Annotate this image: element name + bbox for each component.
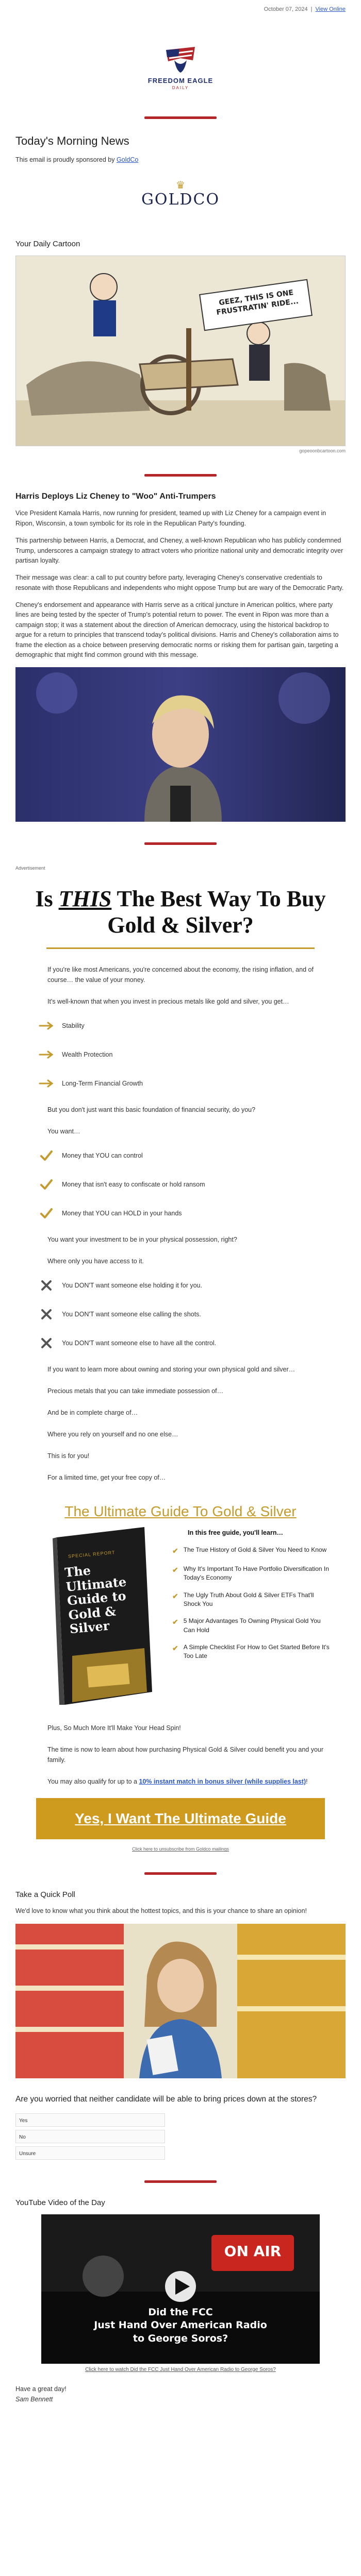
learn-item-text: The True History of Gold & Silver You Need to Know	[183, 1546, 327, 1554]
unsubscribe-link[interactable]: Click here to unsubscribe from Goldco mailings	[132, 1846, 229, 1852]
top-bar	[0, 0, 361, 19]
issue-date: October 07, 2024	[264, 6, 308, 12]
dont-label: You DON'T want someone else holding it for you.	[62, 1282, 202, 1290]
want-label: Money that YOU can HOLD in your hands	[62, 1210, 182, 1217]
article-headline: Harris Deploys Liz Cheney to "Woo" Anti-Trumpers	[15, 492, 216, 501]
x-mark-icon	[41, 1337, 52, 1349]
dont-label: You DON'T want someone else to have all the control.	[62, 1340, 217, 1347]
learn-item-text: The Ugly Truth About Gold & Silver ETFs That'll Shock You	[183, 1591, 314, 1607]
checkmark-icon	[40, 1208, 53, 1219]
top-bar-separator: |	[310, 6, 313, 12]
brand-name: FREEDOM EAGLE	[147, 77, 214, 84]
ad-paragraph: And be in complete charge of…	[47, 1409, 138, 1417]
eagle-flag-icon	[164, 45, 197, 74]
benefit-label: Stability	[62, 1022, 85, 1030]
brand-tagline: DAILY	[172, 86, 189, 90]
goldco-wordmark: GOLDCO	[141, 191, 220, 209]
benefit-item	[31, 1076, 330, 1091]
want-item	[31, 1148, 330, 1163]
qualify-line	[47, 1776, 330, 1787]
x-mark-icon	[41, 1309, 52, 1320]
guide-book-cover[interactable]	[41, 1527, 160, 1707]
article-paragraph: This partnership between Harris, a Democrat, and Cheney, a well-known Republican who has publicly condemned Trump, underscores a campaign strategy to attract voters who prioritize national unity and democratic integrity over partisan loyalty.	[15, 537, 343, 564]
want-item	[31, 1177, 330, 1192]
poll-option-yes[interactable]: Yes	[15, 2113, 165, 2127]
ad-paragraph: If you want to learn more about owning and storing your own physical gold and silver…	[47, 1366, 296, 1374]
video-caption	[15, 2367, 346, 2372]
dont-item	[31, 1278, 330, 1293]
sponsor-link[interactable]: GoldCo	[116, 156, 139, 163]
dont-item	[31, 1307, 330, 1322]
section-divider	[144, 474, 217, 477]
learn-item-text: Why It's Important To Have Portfolio Diversification In Today's Economy	[183, 1565, 329, 1582]
book-offer	[41, 1527, 330, 1707]
guide-title-link[interactable]: The Ultimate Guide To Gold & Silver	[64, 1503, 297, 1520]
poll-image[interactable]	[15, 1924, 346, 2078]
video-thumbnail[interactable]	[41, 2214, 320, 2364]
speaker-photo	[15, 667, 346, 822]
want-item	[31, 1206, 330, 1221]
arrow-right-icon	[39, 1050, 54, 1059]
ad-headline-pre: Is	[35, 886, 59, 912]
video-title: YouTube Video of the Day	[15, 2198, 105, 2207]
learn-item	[172, 1565, 330, 1583]
learn-list	[172, 1527, 330, 1707]
learn-item	[172, 1617, 330, 1635]
learn-item	[172, 1591, 330, 1609]
section-divider	[144, 2180, 217, 2183]
learn-item	[172, 1643, 330, 1661]
cta-prefix: Yes, I Want	[75, 1810, 155, 1827]
signoff	[15, 2384, 346, 2404]
gold-advertisement	[31, 886, 330, 1852]
ad-paragraph: Where you rely on yourself and no one else…	[47, 1431, 178, 1438]
poll-question: Are you worried that neither candidate will be able to bring prices down at the stores?	[15, 2094, 317, 2104]
checkmark-icon: ✔	[172, 1644, 178, 1653]
ad-paragraph: Where only you have access to it.	[47, 1258, 144, 1265]
freedom-eagle-logo[interactable]	[0, 19, 361, 116]
ad-paragraph: You want…	[47, 1128, 80, 1136]
article-paragraph: Cheney's endorsement and appearance with Harris serve as a critical juncture in American politics, where party lines are being tested by the specter of Trump's potential return to power. The event in Ripon was more than a campaign stop; it was a statement about the direction of American democracy, using the historical backdrop to argue for a return to principles that transcend today's political divisions. Harris and Cheney's collaboration aims to frame the election as a choice between preserving democratic norms or risking them for partisan gain, targeting a demographic that might find common ground with this message.	[15, 601, 339, 658]
poll-intro: We'd love to know what you think about the hottest topics, and this is your chance to share an opinion!	[15, 1907, 307, 1915]
ad-paragraph: Precious metals that you can take immediate possession of…	[47, 1387, 224, 1395]
cartoon-illustration	[16, 256, 346, 446]
signoff-name-text: Sam Bennett	[15, 2395, 53, 2403]
video-overlay	[41, 2306, 320, 2346]
benefit-item	[31, 1047, 330, 1062]
goldco-unsubscribe[interactable]	[31, 1846, 330, 1852]
article-paragraph: Vice President Kamala Harris, now running for president, teamed up with Liz Cheney for a campaign event in Ripon, Wisconsin, a town symbolic for its role in the Republican Party's founding.	[15, 510, 326, 527]
ad-headline	[31, 886, 330, 938]
learn-item-text: 5 Major Advantages To Owning Physical Gold You Can Hold	[183, 1617, 321, 1634]
want-label: Money that isn't easy to confiscate or hold ransom	[62, 1181, 205, 1189]
checkmark-icon: ✔	[172, 1591, 178, 1600]
crown-icon: ♛	[176, 180, 185, 192]
video-overlay-line: Just Hand Over American Radio	[94, 2319, 267, 2331]
video-overlay-line: to George Soros?	[133, 2332, 228, 2344]
poll-option-no[interactable]: No	[15, 2130, 165, 2143]
qualify-suffix: !	[306, 1778, 308, 1786]
shopper-photo	[15, 1924, 346, 2078]
learn-item-text: A Simple Checklist For How to Get Started Before It's Too Late	[183, 1643, 330, 1660]
arrow-right-icon	[39, 1021, 54, 1030]
ad-headline-em: THIS	[58, 886, 112, 912]
sponsor-prefix: This email is proudly sponsored by	[15, 156, 117, 163]
dont-label: You DON'T want someone else calling the shots.	[62, 1311, 201, 1318]
checkmark-icon: ✔	[172, 1565, 178, 1574]
ad-headline-post: The Best Way To Buy Gold & Silver?	[107, 886, 326, 938]
signoff-greeting: Have a great day!	[15, 2385, 67, 2393]
ad-paragraph: Plus, So Much More It'll Make Your Head Spin!	[47, 1724, 181, 1732]
cartoon-title: Your Daily Cartoon	[15, 240, 80, 249]
book-title: The Ultimate Guide to Gold & Silver	[64, 1563, 127, 1637]
poll-option-unsure[interactable]: Unsure	[15, 2146, 165, 2160]
bonus-silver-link[interactable]: 10% instant match in bonus silver (while supplies last)	[139, 1778, 306, 1786]
cartoon-sign-text: GEEZ, THIS IS ONE FRUSTRATIN' RIDE...	[216, 289, 299, 317]
x-mark-icon	[41, 1280, 52, 1291]
view-online-link[interactable]: View Online	[315, 6, 346, 12]
section-divider	[144, 116, 217, 119]
arrow-right-icon	[39, 1079, 54, 1088]
ad-paragraph: This is for you!	[47, 1452, 90, 1460]
ad-paragraph: For a limited time, get your free copy of…	[47, 1474, 166, 1482]
benefit-label: Long-Term Financial Growth	[62, 1080, 143, 1088]
benefit-item	[31, 1018, 330, 1033]
daily-cartoon-image[interactable]	[15, 256, 346, 446]
learn-list-title: In this free guide, you'll learn…	[188, 1529, 283, 1537]
article-paragraph: Their message was clear: a call to put country before party, leveraging Cheney's conservative credentials to resonate with those Republicans and independents who might oppose Trump but are wary of the Democratic Party.	[15, 574, 344, 591]
video-overlay-line: Did the FCC	[148, 2306, 213, 2318]
ad-paragraph: But you don't just want this basic foundation of financial security, do you?	[47, 1106, 256, 1114]
checkmark-icon	[40, 1179, 53, 1190]
ad-paragraph: It's well-known that when you invest in precious metals like gold and silver, you get…	[47, 998, 289, 1006]
ad-label: Advertisement	[15, 866, 45, 871]
section-divider	[144, 842, 217, 845]
cartoon-credit: gopeoonbcartoon.com	[299, 448, 346, 454]
signoff-name	[15, 2394, 346, 2404]
learn-item	[172, 1546, 330, 1556]
on-air-text: ON AIR	[224, 2242, 282, 2260]
get-guide-button[interactable]	[36, 1798, 325, 1839]
checkmark-icon: ✔	[172, 1547, 178, 1555]
goldco-logo[interactable]	[15, 180, 346, 209]
checkmark-icon	[40, 1150, 53, 1161]
qualify-prefix: You may also qualify for up to a	[47, 1778, 139, 1786]
video-caption-link[interactable]: Click here to watch Did the FCC Just Hand Over American Radio to George Soros?	[85, 2366, 276, 2372]
ad-paragraph: You want your investment to be in your physical possession, right?	[47, 1236, 237, 1244]
sponsor-line	[15, 155, 346, 165]
ad-paragraph: If you're like most Americans, you're concerned about the economy, the rising inflation, and of course… the value of your money.	[47, 966, 314, 984]
benefit-label: Wealth Protection	[62, 1051, 113, 1059]
gold-divider	[46, 947, 315, 949]
article-photo[interactable]	[15, 667, 346, 822]
dont-item	[31, 1335, 330, 1351]
ad-paragraph: The time is now to learn about how purchasing Physical Gold & Silver could benefit you and your family.	[47, 1746, 324, 1764]
morning-news-title: Today's Morning News	[15, 134, 129, 147]
checkmark-icon: ✔	[172, 1618, 178, 1626]
book-kicker: SPECIAL REPORT	[68, 1550, 116, 1560]
poll-title: Take a Quick Poll	[15, 1890, 75, 1900]
want-label: Money that YOU can control	[62, 1152, 143, 1160]
cta-link-text: The Ultimate Guide	[154, 1810, 286, 1827]
section-divider	[144, 1872, 217, 1875]
